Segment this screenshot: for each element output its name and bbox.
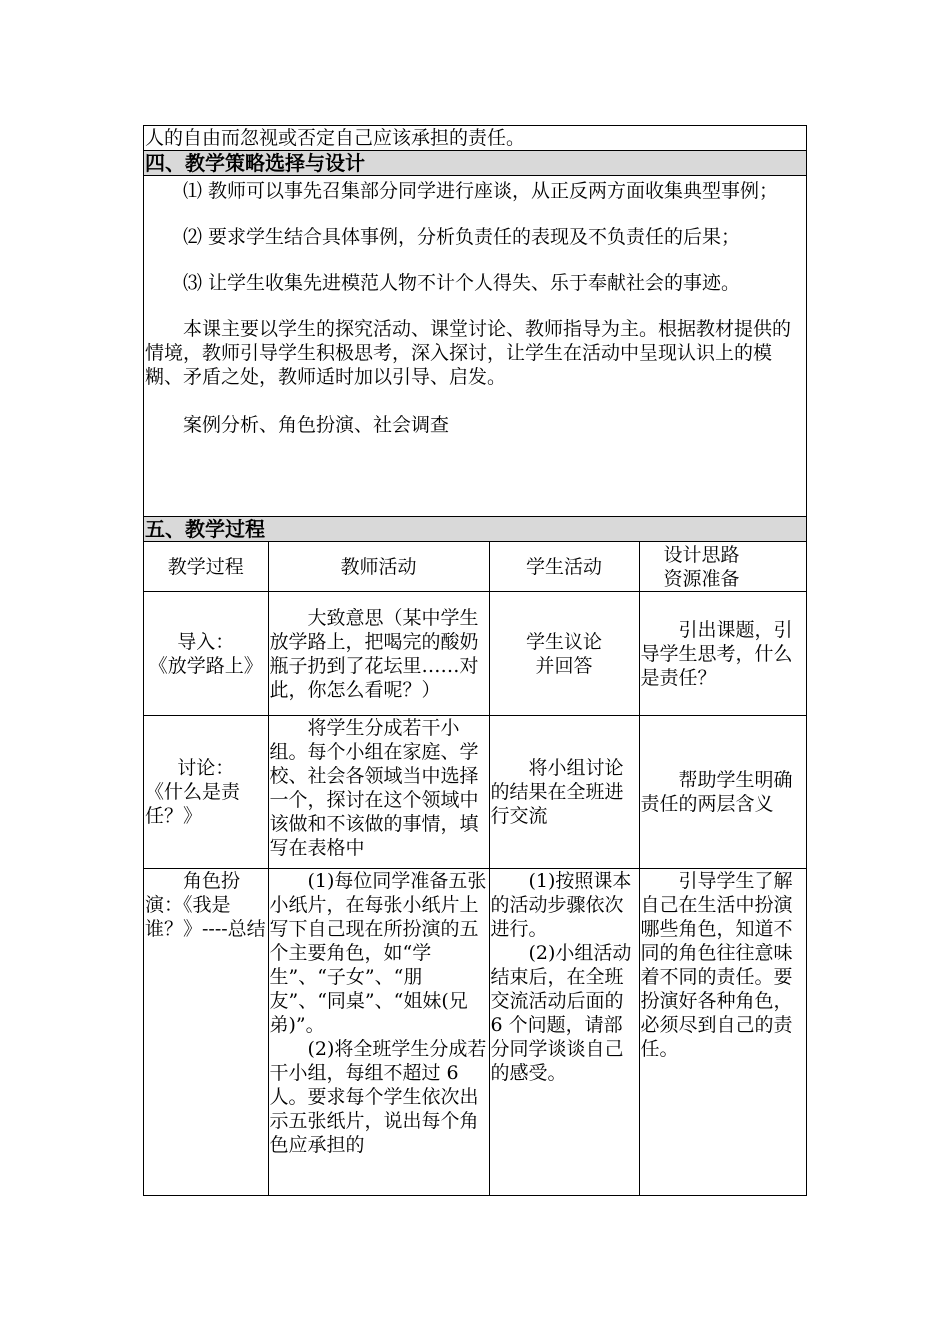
header-process: 教学过程	[144, 542, 268, 592]
row1-student-line1: 学生议论	[525, 630, 602, 653]
row3-design: 引导学生了解自己在生活中扮演哪些角色，知道不同的角色往往意味着不同的责任。要扮演好各种角色，必须尽到自己的责任。	[640, 870, 793, 1060]
row3-teacher-step1: (1)每位同学准备五张小纸片，在每张小纸片上写下自己现在所扮演的五个主要角色，如“学生”、“子女”、“朋友”、“同桌”、“姐妹(兄弟)”。	[269, 870, 487, 1036]
header-design-line2: 资源准备	[663, 567, 740, 590]
intro-line: 人的自由而忽视或否定自己应该承担的责任。	[144, 126, 806, 151]
row2-process	[144, 716, 268, 869]
strategy-methods: 案例分析、角色扮演、社会调查	[183, 414, 450, 436]
row3-teacher-step2: (2)将全班学生分成若干小组，每组不超过 6 人。要求每个学生依次出示五张纸片，说出每个角色应承担的	[269, 1038, 487, 1156]
lesson-plan-document	[143, 125, 807, 1196]
table-row	[144, 716, 806, 869]
process-table-wrap	[144, 542, 806, 1195]
strategy-item-1: ⑴ 教师可以事先召集部分同学进行座谈，从正反两方面收集典型事例；	[183, 180, 779, 202]
process-table	[144, 542, 806, 1195]
row1-teacher: 大致意思（某中学生放学路上，把喝完的酸奶瓶子扔到了花坛里……对此，你怎么看呢？）	[268, 592, 489, 716]
row2-student: 将小组讨论的结果在全班进行交流	[489, 716, 639, 869]
row2-process-line1: 讨论：	[177, 757, 235, 779]
strategy-summary: 本课主要以学生的探究活动、课堂讨论、教师指导为主。根据教材提供的情境，教师引导学生积极思考，深入探讨，让学生在活动中呈现认识上的模糊、矛盾之处，教师适时加以引导、启发。	[145, 318, 792, 388]
row3-student-step2: (2)小组活动结束后，在全班交流活动后面的 6 个问题，请部分同学谈谈自己的感受。	[490, 942, 632, 1084]
table-row	[144, 592, 806, 716]
table-header-row	[144, 542, 806, 592]
header-teacher: 教师活动	[268, 542, 489, 592]
row2-design: 帮助学生明确责任的两层含义	[639, 716, 806, 869]
row2-process-line2: 《什么是责任？》	[145, 781, 241, 827]
header-student: 学生活动	[489, 542, 639, 592]
row3-student-step1: (1)按照课本的活动步骤依次进行。	[490, 870, 632, 940]
row1-process	[144, 592, 268, 716]
header-design	[639, 542, 806, 592]
table-row	[144, 869, 806, 1195]
strategy-item-3: ⑶ 让学生收集先进模范人物不计个人得失、乐于奉献社会的事迹。	[183, 272, 741, 294]
header-design-line1: 设计思路	[663, 543, 740, 566]
row1-student-line2: 并回答	[535, 654, 593, 677]
row2-teacher: 将学生分成若干小组。每个小组在家庭、学校、社会各领域当中选择一个，探讨在这个领域中该做和不该做的事情，填写在表格中	[268, 716, 489, 869]
row3-teacher	[268, 869, 489, 1195]
section4-body	[144, 176, 806, 517]
row1-design: 引出课题，引导学生思考，什么是责任？	[639, 592, 806, 716]
row3-process: 角色扮演：《我是谁？》----总结	[144, 869, 268, 1195]
section4-heading: 四、教学策略选择与设计	[144, 151, 806, 176]
section5-heading: 五、教学过程	[144, 517, 806, 542]
row1-process-line1: 导入：	[177, 630, 235, 653]
row1-student	[489, 592, 639, 716]
row1-process-line2: 《放学路上》	[148, 654, 263, 677]
strategy-item-2: ⑵ 要求学生结合具体事例，分析负责任的表现及不负责任的后果；	[183, 226, 741, 248]
row3-student	[489, 869, 639, 1195]
